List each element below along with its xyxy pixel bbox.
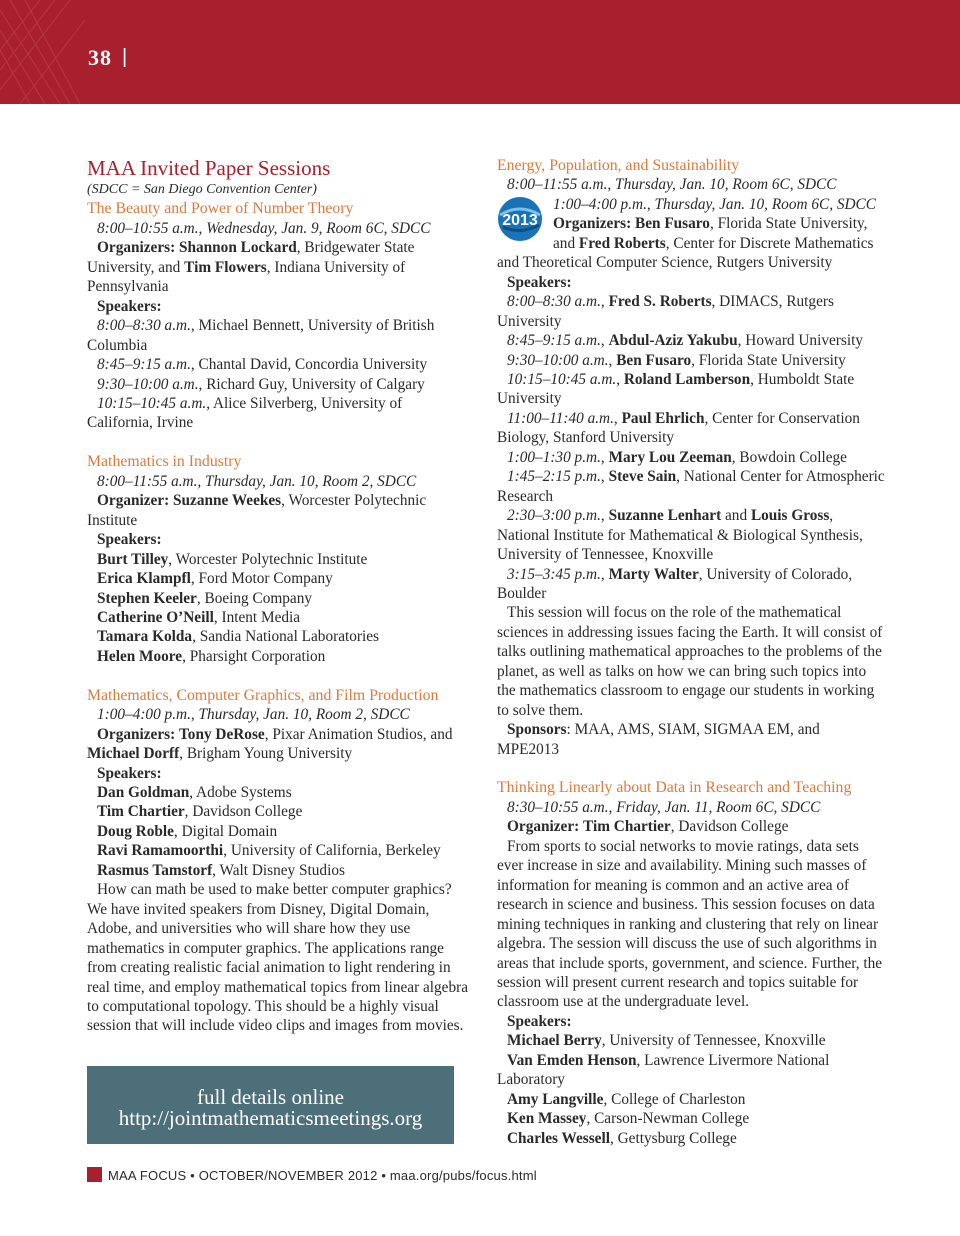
organizer-affiliation: , Indiana University of Pennsylvania	[87, 258, 406, 296]
page-footer	[87, 1167, 537, 1185]
talk: 3:15–3:45 p.m., Marty Walter, University of Colorado, Boulder	[497, 565, 853, 602]
organizer-name: Fred Roberts	[578, 234, 666, 252]
session-heading: Energy, Population, and Sustainability	[497, 157, 740, 174]
speakers-label: Speakers:	[507, 273, 572, 291]
organizers	[87, 725, 469, 764]
talk: 1:45–2:15 p.m., Steve Sain, National Center for Atmospheric Research	[497, 468, 885, 505]
left-column	[87, 156, 469, 1036]
organizer-name: Tim Chartier	[583, 818, 671, 836]
page-number-separator: |	[122, 46, 128, 68]
organizers-label: Organizer:	[507, 818, 580, 836]
talk-speaker: , Alice Silverberg, University of California, Irvine	[87, 394, 403, 432]
organizer-name: Ben Fusaro	[635, 215, 710, 233]
talk: 2:30–3:00 p.m., Suzanne Lenhart and Louis Gross, National Institute for Mathematical & Biological Synthesis, University of Tennessee, Knoxville	[497, 507, 863, 564]
cta-link[interactable]: http://jointmathematicsmeetings.org	[118, 1106, 423, 1130]
organizer-name: Tim Flowers	[184, 258, 267, 276]
mpe2013-logo-icon	[495, 195, 545, 243]
organizer-affiliation: , Bridgewater State University, and	[87, 239, 415, 276]
talk-time: 8:45–9:15 a.m.	[97, 356, 191, 374]
speaker: Ken Massey, Carson-Newman College	[507, 1110, 750, 1128]
session-number-theory	[87, 199, 469, 432]
session-energy	[497, 156, 885, 759]
speaker: Tim Chartier, Davidson College	[97, 803, 303, 821]
location-note: (SDCC = San Diego Convention Center)	[87, 182, 317, 197]
cta-text: full details online	[197, 1085, 344, 1109]
details-online-box	[87, 1066, 454, 1144]
speaker: Helen Moore, Pharsight Corporation	[97, 647, 326, 665]
organizers-label: Organizer:	[97, 492, 170, 510]
speaker: Amy Langville, College of Charleston	[507, 1090, 746, 1108]
talk: 9:30–10:00 a.m., Ben Fusaro, Florida State University	[507, 351, 846, 369]
session-linear-data	[497, 778, 885, 1148]
footer-square-icon	[87, 1167, 102, 1182]
talk	[87, 355, 469, 374]
organizer-name: Michael Dorff	[87, 745, 180, 763]
speaker: Burt Tilley, Worcester Polytechnic Institute	[97, 550, 368, 568]
footer-text: MAA FOCUS • OCTOBER/NOVEMBER 2012 • maa.org/pubs/focus.html	[108, 1168, 537, 1183]
organizer-affiliation: , Brigham Young University	[179, 745, 353, 763]
speaker: Van Emden Henson, Lawrence Livermore National Laboratory	[497, 1051, 830, 1089]
speaker: Doug Roble, Digital Domain	[97, 822, 278, 840]
session-computer-graphics	[87, 686, 469, 1036]
session-heading: The Beauty and Power of Number Theory	[87, 200, 354, 218]
talk-time: 10:15–10:45 a.m.	[97, 394, 207, 412]
session-description: From sports to social networks to movie ratings, data sets ever increase in size and availability. Mining such masses of information for meaning is common and an active area of research in science and business. This session focuses on data mining techniques in ranking and clustering that rely on linear algebra. The session will discuss the use of such algorithms in areas that include sports, government, and science. Further, the session will present current research and topics suitable for classroom use at the undergraduate level.	[497, 837, 883, 1011]
speaker: Dan Goldman, Adobe Systems	[97, 784, 292, 802]
session-time: 1:00–4:00 p.m., Thursday, Jan. 10, Room 2, SDCC	[97, 706, 410, 724]
talk-speaker: , Richard Guy, University of Calgary	[198, 375, 425, 393]
speaker: Stephen Keeler, Boeing Company	[97, 589, 312, 607]
sponsors-list: : MAA, AMS, SIAM, SIGMAA EM, and MPE2013	[497, 721, 820, 758]
organizers	[87, 491, 469, 530]
page-title: MAA Invited Paper Sessions	[87, 156, 331, 180]
page-header	[0, 0, 960, 104]
organizers	[497, 817, 885, 836]
speaker: Catherine O’Neill, Intent Media	[97, 608, 301, 626]
speakers-label: Speakers:	[97, 531, 162, 549]
session-description: How can math be used to make better computer graphics? We have invited speakers from Disney, Digital Domain, Adobe, and universities who will share how they use mathematics in computer graphics. The applications range from creating realistic facial animation to light rendering in real time, and employ mathematical topics from linear algebra to computational topology. This should be a highly visual session that will include video clips and images from movies.	[87, 881, 468, 1035]
session-time: 8:00–10:55 a.m., Wednesday, Jan. 9, Room 6C, SDCC	[97, 219, 431, 237]
talk	[87, 394, 469, 433]
talk-speaker: , Chantal David, Concordia University	[190, 356, 428, 374]
speakers-label: Speakers:	[97, 764, 162, 782]
speaker: Rasmus Tamstorf, Walt Disney Studios	[97, 861, 345, 879]
session-time: 8:00–11:55 a.m., Thursday, Jan. 10, Room 6C, SDCC	[507, 176, 837, 194]
header-pattern	[0, 0, 960, 104]
right-column	[497, 156, 885, 1148]
organizer-affiliation: , Florida State University, and	[553, 215, 868, 252]
logo-text: 2013	[502, 211, 538, 229]
organizer-affiliation: , Pixar Animation Studios, and	[264, 725, 453, 743]
speaker: Erica Klampfl, Ford Motor Company	[97, 570, 333, 588]
session-description: This session will focus on the role of the mathematical sciences in addressing issues facing the Earth. It will consist of talks outlining mathematical approaches to the problems of the planet, as well as talks on how we can bring such topics into the mathematics classroom to engage our students in working to solve them.	[497, 604, 883, 719]
organizers-label: Organizers:	[553, 215, 632, 233]
talk	[87, 375, 469, 394]
session-time: 8:30–10:55 a.m., Friday, Jan. 11, Room 6C, SDCC	[507, 798, 821, 816]
sponsors-label: Sponsors	[507, 721, 567, 739]
organizers	[497, 211, 885, 272]
session-math-industry	[87, 452, 469, 666]
organizer-affiliation: , Center for Discrete Mathematics and Theoretical Computer Science, Rutgers University	[497, 234, 874, 272]
organizer-name: Suzanne Weekes	[173, 492, 282, 510]
organizer-name: Shannon Lockard	[179, 239, 297, 257]
talk-speaker: , Michael Bennett, University of British Columbia	[87, 317, 435, 354]
organizer-affiliation: , Davidson College	[670, 818, 789, 836]
speakers-label: Speakers:	[507, 1012, 572, 1030]
talk	[87, 316, 469, 355]
organizer-affiliation: , Worcester Polytechnic Institute	[87, 492, 427, 529]
talk-time: 8:00–8:30 a.m.	[97, 317, 191, 335]
session-heading: Thinking Linearly about Data in Research and Teaching	[497, 779, 852, 797]
speakers-label: Speakers:	[97, 297, 162, 315]
session-time: 8:00–11:55 a.m., Thursday, Jan. 10, Room 2, SDCC	[97, 472, 417, 490]
session-heading: Mathematics in Industry	[87, 453, 242, 471]
talk: 1:00–1:30 p.m., Mary Lou Zeeman, Bowdoin College	[507, 448, 847, 466]
speaker: Charles Wessell, Gettysburg College	[507, 1129, 737, 1147]
speaker: Ravi Ramamoorthi, University of California, Berkeley	[97, 842, 441, 860]
talk-time: 9:30–10:00 a.m.	[97, 375, 199, 393]
talk: 10:15–10:45 a.m., Roland Lamberson, Humboldt State University	[497, 370, 855, 408]
session-heading: Mathematics, Computer Graphics, and Film Production	[87, 686, 439, 704]
organizers-label: Organizers:	[97, 239, 176, 257]
talk: 8:00–8:30 a.m., Fred S. Roberts, DIMACS, Rutgers University	[497, 293, 834, 330]
page-number: 38	[88, 45, 112, 70]
organizers-label: Organizers:	[97, 725, 176, 743]
sponsors	[497, 720, 885, 759]
organizers	[87, 238, 469, 296]
speaker: Michael Berry, University of Tennessee, Knoxville	[507, 1032, 826, 1050]
talk: 11:00–11:40 a.m., Paul Ehrlich, Center for Conservation Biology, Stanford University	[497, 409, 860, 447]
speaker: Tamara Kolda, Sandia National Laboratories	[97, 628, 379, 646]
talk: 8:45–9:15 a.m., Abdul-Aziz Yakubu, Howard University	[507, 332, 863, 350]
session-time-afternoon: 1:00–4:00 p.m., Thursday, Jan. 10, Room 6C, SDCC	[553, 195, 876, 213]
organizer-name: Tony DeRose	[179, 725, 265, 743]
